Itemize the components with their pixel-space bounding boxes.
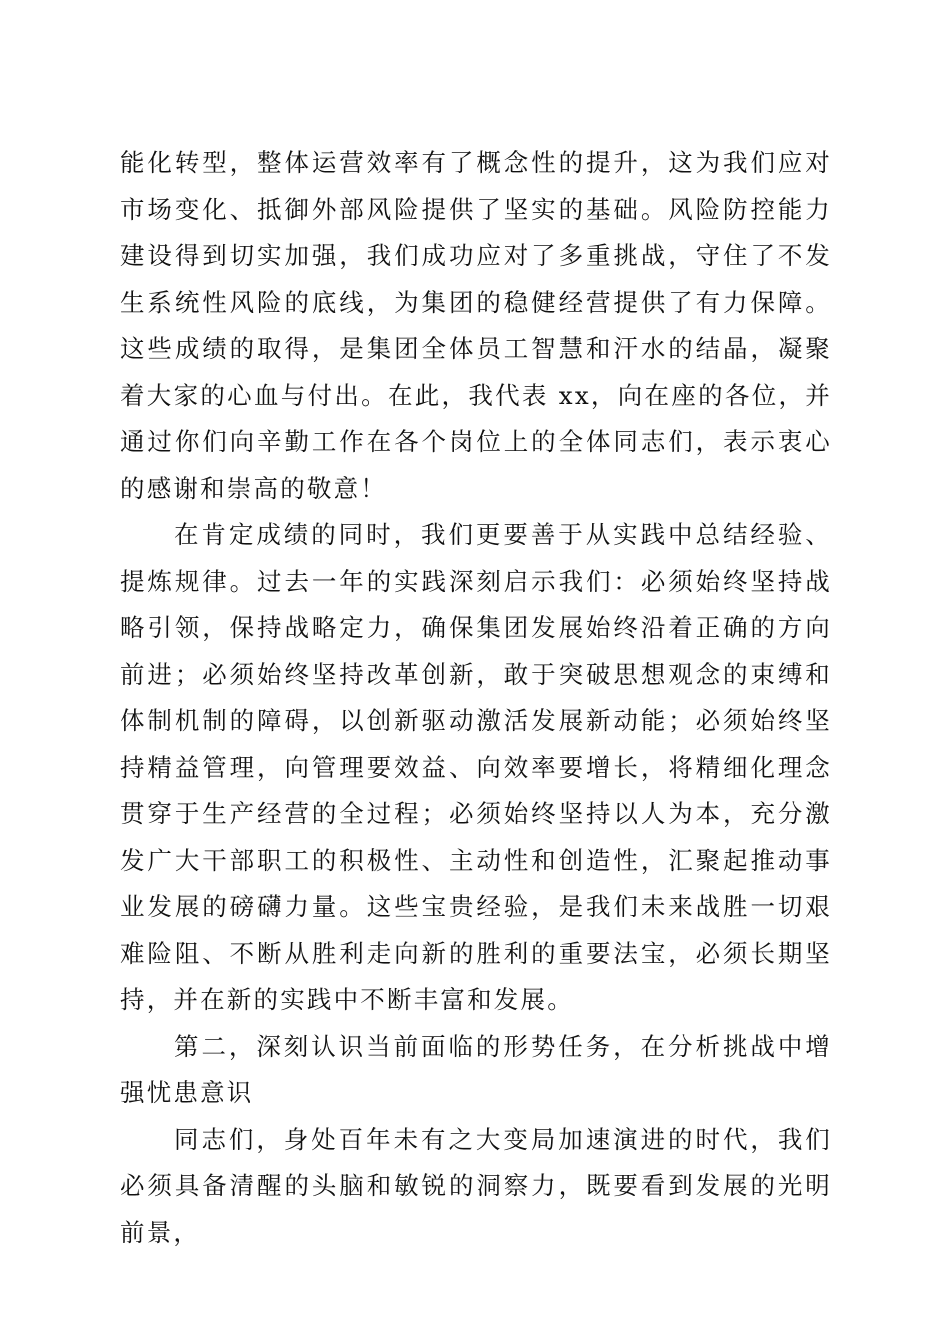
paragraph-continuation: 能化转型，整体运营效率有了概念性的提升，这为我们应对市场变化、抵御外部风险提供了坚实的基础。风险防控能力建设得到切实加强，我们成功应对了多重挑战，守住了不发生系统性风险的底线，为集团的稳健经营提供了有力保障。这些成绩的取得，是集团全体员工智慧和汗水的结晶，凝聚着大家的心血与付出。在此，我代表 xx，向在座的各位，并通过你们向辛勤工作在各个岗位上的全体同志们，表示衷心的感谢和崇高的敬意！ — [120, 148, 832, 503]
section-heading-second: 第二，深刻认识当前面临的形势任务，在分析挑战中增强忧患意识 — [120, 1031, 832, 1107]
document-body — [120, 140, 832, 1256]
paragraph-experience: 在肯定成绩的同时，我们更要善于从实践中总结经验、提炼规律。过去一年的实践深刻启示我们：必须始终坚持战略引领，保持战略定力，确保集团发展始终沿着正确的方向前进；必须始终坚持改革创新，敢于突破思想观念的束缚和体制机制的障碍，以创新驱动激活发展新动能；必须始终坚持精益管理，向管理要效益、向效率要增长，将精细化理念贯穿于生产经营的全过程；必须始终坚持以人为本，充分激发广大干部职工的积极性、主动性和创造性，汇聚起推动事业发展的磅礴力量。这些宝贵经验，是我们未来战胜一切艰难险阻、不断从胜利走向新的胜利的重要法宝，必须长期坚持，并在新的实践中不断丰富和发展。 — [120, 520, 832, 1014]
paragraph-situation: 同志们，身处百年未有之大变局加速演进的时代，我们必须具备清醒的头脑和敏锐的洞察力，既要看到发展的光明前景， — [120, 1124, 832, 1247]
